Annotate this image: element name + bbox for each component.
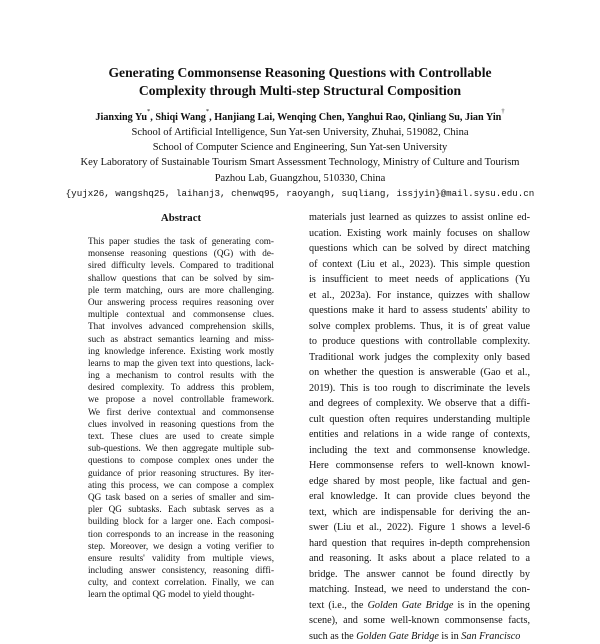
body-text-line: eral knowledge. It can provide clues beyond the [309,489,530,505]
abstract-line: multiple contextual and commonsense clues. [88,308,274,320]
body-text-line: cult question often requires understanding multiple [309,412,530,428]
abstract-line: step. Moreover, we design a voting verifier to [88,540,274,552]
title-line: Complexity through Multi-step Structural Composition [60,82,540,100]
author-name: Jianxing Yu [95,112,147,123]
body-text-line: swer (Liu et al., 2022). Figure 1 shows a level-6 [309,520,530,536]
body-text-line: text (i.e., the Golden Gate Bridge is in the opening [309,598,530,614]
paper-title [60,64,540,100]
body-text-line: Here commonsense refers to well-known knowl- [309,458,530,474]
body-text-line: and degrees of complexity. We observe that a diffi- [309,396,530,412]
abstract-line: questions to compose complex ones under the [88,454,274,466]
abstract-line: desired complexity. To address this problem, [88,381,274,393]
abstract-line: monsense reasoning questions (QG) with de- [88,247,274,259]
corresponding-author-mark: † [501,108,504,115]
body-text-line: solve complex problems. Thus, it is of great value [309,319,530,335]
abstract-line: That involves advanced comprehension skills, [88,320,274,332]
abstract-line: guidance of prior reasoning structures. By iter- [88,467,274,479]
abstract-line: ple term matching, ours are more challenging. [88,284,274,296]
abstract-line: shallow questions that can be solved by sim- [88,272,274,284]
body-text-line: scene), and some well-known commonsense facts, [309,613,530,629]
body-text-line: materials just learned as quizzes to assist online ed- [309,210,530,226]
affiliation: School of Computer Science and Engineering, Sun Yat-sen University [60,140,540,155]
body-text-line: bridge. The answer cannot be found directly by [309,567,530,583]
italic-term: San Francisco [461,631,520,642]
abstract-body [88,235,274,601]
abstract-line: including answer consistency, reasoning diffi- [88,564,274,576]
abstract-line: clues involved in reasoning questions from the [88,418,274,430]
body-text-line: including the text and commonsense knowledge. [309,443,530,459]
author-name: , Hanjiang Lai, Wenqing Chen, Yanghui Rao, Qinliang Su, Jian Yin [209,112,501,123]
body-text-line: on whether the question is answerable (Gao et al., [309,365,530,381]
author-emails: {yujx26, wangshq25, laihanj3, chenwq95, raoyangh, suqliang, issjyin}@mail.sysu.edu.cn [60,187,540,201]
abstract-line: culty, and context correlation. Finally, we can [88,576,274,588]
abstract-line: ing a mechanism to control results with the [88,369,274,381]
body-text-line: edge shared by most people, like factual and gen- [309,474,530,490]
body-text-line: hard question that requires in-depth comprehension [309,536,530,552]
abstract-line: ensure results' validity from multiple views, [88,552,274,564]
body-text-line: and reasoning. It asks about a place related to a [309,551,530,567]
abstract-line: sired difficulty levels. Compared to traditional [88,259,274,271]
body-text-line: text, which are indispensable for deriving the an- [309,505,530,521]
equal-contribution-mark: * [206,108,209,115]
abstract-line: learn the optimal QG model to yield thought- [88,588,274,600]
title-line: Generating Commonsense Reasoning Questions with Controllable [60,64,540,82]
italic-term: Golden Gate Bridge [356,631,439,642]
affiliation: Key Laboratory of Sustainable Tourism Smart Assessment Technology, Ministry of Culture and Tourism [60,155,540,170]
abstract-line: such as abstract semantics learning and miss- [88,333,274,345]
affiliation: School of Artificial Intelligence, Sun Yat-sen University, Zhuhai, 519082, China [60,125,540,140]
abstract-line: QG task based on a series of smaller and sim- [88,491,274,503]
abstract-line: Our answering process requires reasoning over [88,296,274,308]
author-list [60,111,540,125]
abstract-line: pler QG subtasks. Each subtask serves as a [88,503,274,515]
abstract-section [88,211,274,601]
paper-header [60,64,540,201]
body-text-line: Traditional work judges the complexity only based [309,350,530,366]
abstract-line: ating this process, we can compose a complex [88,479,274,491]
italic-term: Golden Gate Bridge [368,600,454,611]
body-text-line: 2019). This is too rough to discriminate the levels [309,381,530,397]
body-text-line: matching. Instead, we need to understand the con- [309,582,530,598]
abstract-line: This paper studies the task of generating com- [88,235,274,247]
abstract-heading: Abstract [88,211,274,225]
affiliation: Pazhou Lab, Guangzhou, 510330, China [60,171,540,186]
introduction-column [309,210,530,644]
abstract-line: sub-questions. We then aggregate multiple sub- [88,442,274,454]
body-text-line: to produce questions with controllable complexity. [309,334,530,350]
body-text [309,210,530,598]
abstract-line: learns to map the given text into questions, lack- [88,357,274,369]
body-text-line: entities and relations in a wide range of contexts, [309,427,530,443]
abstract-line: we propose a novel controllable framework. [88,393,274,405]
abstract-line: text. These clues are used to create simple [88,430,274,442]
body-text-line: questions make it hard to assess students' ability to [309,303,530,319]
abstract-line: building block for a larger one. Each composi- [88,515,274,527]
body-text-line: is insufficient to meet needs of applications (Yu [309,272,530,288]
body-text-line: of context (Liu et al., 2023). This simple question [309,257,530,273]
body-text-line: questions which can be solved by direct matching [309,241,530,257]
abstract-line: ing knowledge inference. Existing work mostly [88,345,274,357]
abstract-line: We first derive contextual and commonsense [88,406,274,418]
equal-contribution-mark: * [147,108,150,115]
body-text-line: et al., 2023a). For instance, quizzes with shallow [309,288,530,304]
body-text-line: ucation. Existing work mainly focuses on shallow [309,226,530,242]
abstract-line: tion corresponds to an increase in the reasoning [88,528,274,540]
author-name: , Shiqi Wang [150,112,206,123]
body-text-line: such as the Golden Gate Bridge is in San Francisco [309,629,530,644]
